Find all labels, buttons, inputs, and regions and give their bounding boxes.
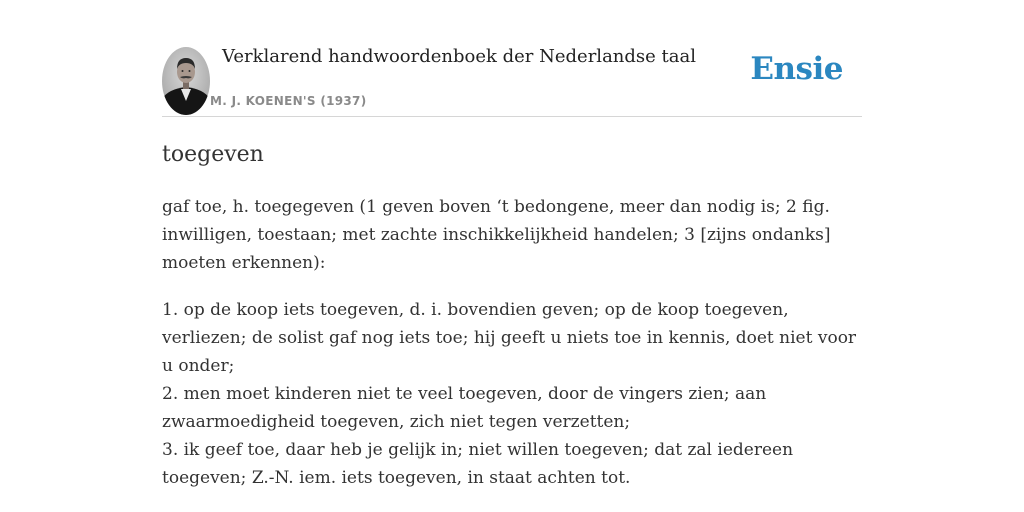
entry-definition: gaf toe, h. toegegeven (1 geven boven ‘t bedongene, meer dan nodig is; 2 fig. inwilligen, toestaan; met zachte inschikkelijkheid handelen; 3 [zijns ondanks] moeten erkennen): <box>162 197 831 273</box>
example-item: 2. men moet kinderen niet te veel toegeven, door de vingers zien; aan zwaarmoedigheid toegeven, zich niet tegen verzetten; <box>162 384 767 432</box>
entry-headword: toegeven <box>162 142 264 167</box>
author-portrait-icon <box>162 47 210 115</box>
example-item: 1. op de koop iets toegeven, d. i. bovendien geven; op de koop toegeven, verliezen; de solist gaf nog iets toe; hij geeft u niets toe in kennis, doet niet voor u onder; <box>162 300 857 376</box>
dictionary-header <box>162 0 862 117</box>
ensie-logo[interactable]: Ensie <box>750 51 843 87</box>
dictionary-title[interactable]: Verklarend handwoordenboek der Nederlandse taal <box>222 46 696 67</box>
dictionary-author: M. J. KOENEN'S (1937) <box>210 94 367 108</box>
example-item: 3. ik geef toe, daar heb je gelijk in; niet willen toegeven; dat zal iedereen toegeven; Z.-N. iem. iets toegeven, in staat achten tot. <box>162 440 794 488</box>
entry-examples <box>162 296 862 492</box>
page <box>162 0 862 488</box>
